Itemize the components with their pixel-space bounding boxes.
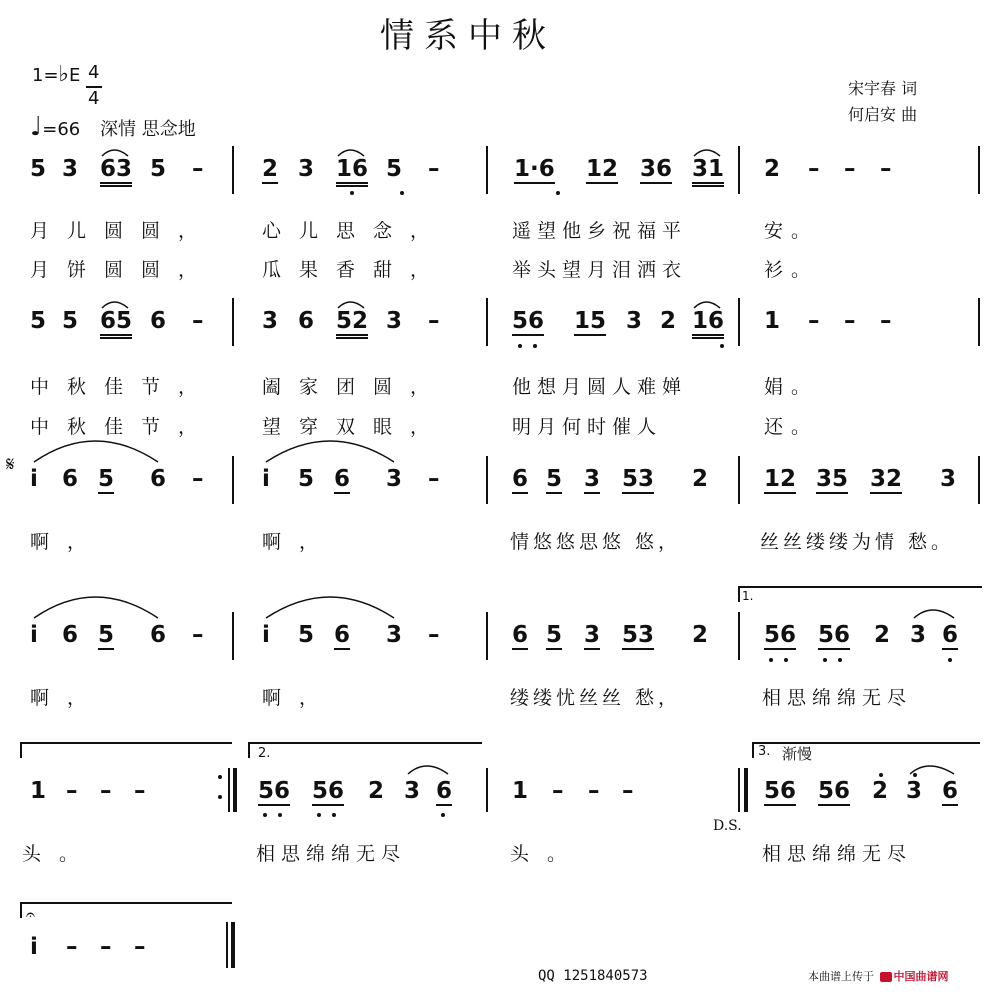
slur [102, 302, 128, 308]
dash: – [134, 778, 146, 804]
lyric-line: 心儿思念， [262, 220, 448, 242]
meter-top: 4 [88, 62, 100, 83]
lyric-line: 情悠悠思悠 悠， [510, 531, 682, 553]
segno-icon: 𝄋 [6, 452, 15, 476]
lyric-line: 中秋佳节， [30, 416, 216, 438]
note: 3 [910, 622, 927, 648]
note: 3 [386, 308, 403, 334]
slur [408, 766, 448, 774]
lyric-line: 相思绵绵无尽 [256, 843, 407, 865]
note: 1 [512, 778, 529, 804]
dash: – [808, 156, 820, 182]
lyric-line: 啊， [262, 687, 337, 709]
dal-segno-mark: D.S. [713, 818, 742, 834]
composer-credit: 何启安 曲 [848, 105, 918, 124]
note: 1·6 [514, 156, 555, 182]
note: 6 [62, 622, 79, 648]
note: 5 [298, 466, 315, 492]
note: 52 [336, 308, 368, 339]
dash: – [428, 466, 440, 492]
meter-bottom: 4 [88, 88, 100, 109]
lyric-line: 阖家团圆， [262, 376, 448, 398]
note: 3 [62, 156, 79, 182]
lyric-line: 头。 [22, 843, 97, 865]
lyric-line: 衫。 [764, 259, 819, 281]
note: 53 [622, 466, 655, 492]
note: 53 [622, 622, 655, 648]
note: 3 [386, 466, 403, 492]
note: 3 [940, 466, 957, 492]
note: 3 [386, 622, 403, 648]
dash: – [134, 934, 146, 960]
note: 5 [98, 466, 115, 492]
key-prefix: 1= [32, 65, 59, 86]
note: 2 [692, 466, 709, 492]
note: 16 [336, 156, 368, 187]
note: 1 [764, 308, 781, 334]
ritardando-mark: 渐慢 [782, 745, 813, 763]
note: 5 [546, 466, 563, 492]
lyric-line: 明月何时催人 [512, 416, 663, 438]
note: 6 [942, 778, 959, 804]
lyric-line: 头。 [510, 843, 585, 865]
slur [914, 610, 954, 618]
note: 65 [100, 308, 132, 339]
dash: – [100, 778, 112, 804]
key-tonic: E [68, 65, 81, 86]
note: 56 [818, 778, 851, 804]
lyric-line: 啊， [30, 531, 105, 553]
note: 2 [874, 622, 891, 648]
dash: – [192, 156, 204, 182]
expression-mark: 深情 思念地 [100, 119, 196, 140]
lyric-line: 啊， [262, 531, 337, 553]
flat-sign: ♭ [58, 62, 69, 87]
volta-label: 1. [742, 589, 754, 603]
lyricist-credit: 宋宇春 词 [848, 79, 918, 98]
slur [694, 302, 720, 308]
dash: – [808, 308, 820, 334]
note: 6 [62, 466, 79, 492]
page-title: 情系中秋 [380, 16, 556, 56]
note: 3 [298, 156, 315, 182]
lyric-line: 月儿圆圆， [30, 220, 216, 242]
qq-number: QQ 1251840573 [538, 968, 648, 984]
note: 5 [546, 622, 563, 648]
dash: – [622, 778, 634, 804]
lyric-line: 月饼圆圆， [30, 259, 216, 281]
slur [338, 150, 364, 156]
note: 3 [584, 622, 601, 648]
slur [910, 766, 954, 774]
note: 6 [334, 466, 351, 492]
note: 6 [150, 466, 167, 492]
dash: – [588, 778, 600, 804]
note: 35 [816, 466, 849, 492]
dash: – [192, 622, 204, 648]
note: 56 [512, 308, 545, 334]
note: 5 [150, 156, 167, 182]
note: i [30, 622, 38, 648]
dash: – [428, 622, 440, 648]
lyric-line: 啊， [30, 687, 105, 709]
note: 5 [62, 308, 79, 334]
slur [102, 150, 128, 156]
quarter-note-icon: ♩ [30, 112, 43, 142]
note: 32 [870, 466, 903, 492]
note: 6 [942, 622, 959, 648]
note: 2 [872, 778, 889, 804]
slur [694, 150, 720, 156]
note: i [262, 622, 270, 648]
volta-label: 3. [758, 744, 771, 759]
note: i [262, 466, 270, 492]
note: 6 [512, 622, 529, 648]
fermata-icon: 𝄐 [26, 905, 35, 924]
dash: – [66, 934, 78, 960]
note: 2 [262, 156, 279, 182]
note: 3 [404, 778, 421, 804]
slur [34, 441, 158, 462]
lyric-line: 娟。 [764, 376, 819, 398]
note: 56 [764, 622, 797, 648]
note: 5 [98, 622, 115, 648]
note: 56 [258, 778, 291, 804]
dash: – [880, 156, 892, 182]
slur [266, 597, 394, 618]
dash: – [192, 308, 204, 334]
dash: – [192, 466, 204, 492]
note: 5 [386, 156, 403, 182]
note: 31 [692, 156, 724, 187]
dash: – [880, 308, 892, 334]
dash: – [428, 156, 440, 182]
volta-label: 2. [258, 746, 271, 761]
lyric-line: 中秋佳节， [30, 376, 216, 398]
note: 36 [640, 156, 673, 182]
note: 5 [30, 156, 47, 182]
lyric-line: 遥望他乡祝福平 [512, 220, 688, 242]
note: 6 [436, 778, 453, 804]
upload-text: 本曲谱上传于 [808, 970, 874, 983]
note: 3 [262, 308, 279, 334]
dash: – [100, 934, 112, 960]
note: 2 [764, 156, 781, 182]
note: 1 [30, 778, 47, 804]
dash: – [844, 308, 856, 334]
note: 63 [100, 156, 132, 187]
note: 2 [368, 778, 385, 804]
dash: – [428, 308, 440, 334]
note: 15 [574, 308, 607, 334]
lyric-line: 还。 [764, 416, 819, 438]
note: 2 [660, 308, 677, 334]
dash: – [552, 778, 564, 804]
dash: – [66, 778, 78, 804]
note: 56 [818, 622, 851, 648]
lyric-line: 丝丝缕缕为情 愁。 [760, 531, 955, 553]
dash: – [844, 156, 856, 182]
note: 6 [150, 308, 167, 334]
tempo-value: =66 [42, 119, 81, 140]
note: 2 [692, 622, 709, 648]
site-name: 中国曲谱网 [893, 970, 949, 983]
note: 6 [150, 622, 167, 648]
lyric-line: 相思绵绵无尽 [762, 843, 913, 865]
note: 5 [298, 622, 315, 648]
lyric-line: 相思绵绵无尽 [762, 687, 913, 709]
note: 56 [764, 778, 797, 804]
note: 3 [584, 466, 601, 492]
lyric-line: 安。 [764, 220, 819, 242]
note: i [30, 466, 38, 492]
lyric-line: 瓜果香甜， [262, 259, 448, 281]
note: 3 [626, 308, 643, 334]
note: 16 [692, 308, 724, 339]
note: 6 [298, 308, 315, 334]
note: 56 [312, 778, 345, 804]
lyric-line: 举头望月泪洒衣 [512, 259, 688, 281]
note: i [30, 934, 38, 960]
note: 12 [764, 466, 797, 492]
slur [266, 441, 394, 462]
lyric-line: 缕缕忧丝丝 愁， [510, 687, 682, 709]
lyric-line: 望穿双眼， [262, 416, 448, 438]
slur [34, 597, 158, 618]
note: 3 [906, 778, 923, 804]
note: 12 [586, 156, 619, 182]
note: 6 [512, 466, 529, 492]
slur [338, 302, 364, 308]
lyric-line: 他想月圆人难婵 [512, 376, 688, 398]
note: 6 [334, 622, 351, 648]
note: 5 [30, 308, 47, 334]
